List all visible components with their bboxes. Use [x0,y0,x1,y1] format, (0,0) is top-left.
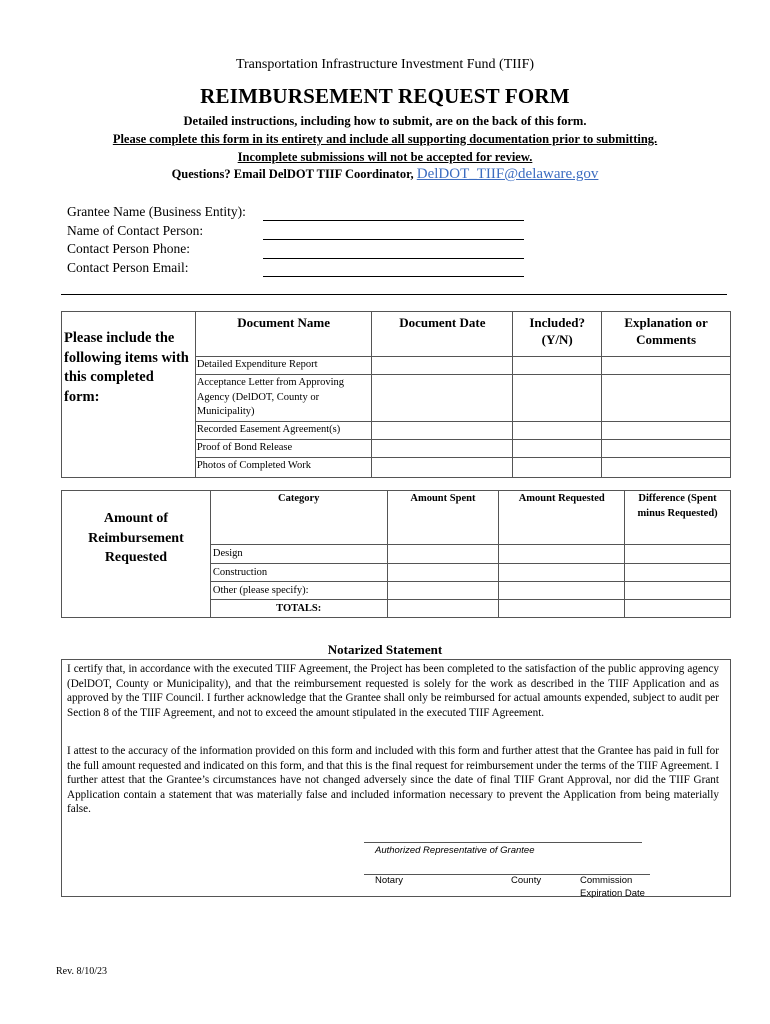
instruction-back-of-form: Detailed instructions, including how to submit, are on the back of this form. [183,114,587,128]
doc-date-cell[interactable] [372,421,513,439]
header-difference: Difference (Spent minus Requested) [625,491,731,545]
amount-requested-cell[interactable] [499,582,625,600]
reimbursement-row-label: Amount of Reimbursement Requested [62,491,211,618]
contact-email-field[interactable] [263,276,524,277]
questions-prefix: Questions? Email DelDOT TIIF Coordinator, [171,167,414,181]
notarized-statement-box [61,659,731,897]
amount-spent-cell[interactable] [387,545,499,564]
questions-line [0,166,770,183]
total-requested-cell[interactable] [499,600,625,618]
doc-comments-cell[interactable] [602,357,731,375]
header-included: Included? (Y/N) [513,312,602,357]
notarized-title: Notarized Statement [327,642,443,657]
doc-date-cell[interactable] [372,375,513,422]
doc-included-cell[interactable] [513,439,602,457]
instruction-complete-form: Please complete this form in its entirety and include all supporting documentation prior to submitting. [112,132,658,146]
doc-comments-cell[interactable] [602,457,731,477]
amount-spent-cell[interactable] [387,564,499,582]
coordinator-email-link[interactable]: DelDOT_TIIF@delaware.gov [416,166,599,182]
doc-date-cell[interactable] [372,457,513,477]
doc-easement-agreement: Recorded Easement Agreement(s) [195,421,372,439]
category-other: Other (please specify): [210,582,387,600]
attest-paragraph: I attest to the accuracy of the information provided on this form and included with this form and further attest that the Grantee has paid in full for the full amount requested and indicated on this form, and that this is the final request for reimbursement under the terms of the TIIF Agreement. I further attest that the Grantee’s circumstances have not changed adversely since the date of final TIIF Grant Approval, nor did the TIIF Grant Application contain a statement that was materially false and included information necessary to prevent the Application from being materially false. [67,745,719,815]
doc-comments-cell[interactable] [602,375,731,422]
difference-cell[interactable] [625,545,731,564]
doc-included-cell[interactable] [513,375,602,422]
doc-date-cell[interactable] [372,439,513,457]
grantee-name-field[interactable] [263,220,524,221]
category-construction: Construction [210,564,387,582]
doc-date-cell[interactable] [372,357,513,375]
doc-bond-release: Proof of Bond Release [195,439,372,457]
doc-comments-cell[interactable] [602,439,731,457]
reimbursement-table [61,490,731,618]
amount-requested-cell[interactable] [499,564,625,582]
contact-person-label: Name of Contact Person: [67,222,204,238]
header-document-name: Document Name [195,312,372,357]
grantee-name-label: Grantee Name (Business Entity): [67,204,246,219]
doc-included-cell[interactable] [513,421,602,439]
contact-person-field[interactable] [263,239,524,240]
doc-photos: Photos of Completed Work [195,457,372,477]
header-amount-spent: Amount Spent [387,491,499,545]
doc-included-cell[interactable] [513,357,602,375]
signature-line[interactable] [364,842,642,843]
header-explanation: Explanation or Comments [602,312,731,357]
amount-requested-cell[interactable] [499,545,625,564]
header-amount-requested: Amount Requested [499,491,625,545]
doc-included-cell[interactable] [513,457,602,477]
header-category: Category [210,491,387,545]
doc-acceptance-letter: Acceptance Letter from Approving Agency (DelDOT, County or Municipality) [195,375,372,422]
doc-expenditure-report: Detailed Expenditure Report [195,357,372,375]
notary-label: Notary [375,875,403,886]
contact-phone-field[interactable] [263,258,524,259]
doc-comments-cell[interactable] [602,421,731,439]
amount-spent-cell[interactable] [387,582,499,600]
difference-cell[interactable] [625,564,731,582]
grantee-fields [67,203,246,277]
documents-table [61,311,731,478]
header-document-date: Document Date [372,312,513,357]
total-difference-cell[interactable] [625,600,731,618]
revision-date: Rev. 8/10/23 [56,966,108,977]
documents-row-label: Please include the following items with this completed form: [62,312,196,478]
contact-phone-label: Contact Person Phone: [67,241,190,257]
contact-email-label: Contact Person Email: [67,259,189,275]
certify-paragraph: I certify that, in accordance with the executed TIIF Agreement, the Project has been completed to the satisfaction of the public approving agency (DelDOT, County or Municipality), and that the reimbursement requested is solely for the work as described in the TIIF Application and as approved by the TIIF Council. I further acknowledge that the Grantee shall only be reimbursed for actual amounts expended, subject to audit per Section 8 of the TIIF Agreement, and not to exceed the amount stipulated in the executed TIIF Agreement. [67,663,719,719]
category-design: Design [210,545,387,564]
form-subtitle: Transportation Infrastructure Investment Fund (TIIF) [235,57,535,72]
form-title: REIMBURSEMENT REQUEST FORM [200,84,570,108]
totals-label: TOTALS: [210,600,387,618]
instruction-incomplete: Incomplete submissions will not be accepted for review. [237,150,533,164]
signature-label: Authorized Representative of Grantee [375,845,535,856]
county-label: County [511,875,542,886]
section-divider [61,294,727,295]
difference-cell[interactable] [625,582,731,600]
total-spent-cell[interactable] [387,600,499,618]
commission-label: Commission Expiration Date [580,875,645,899]
